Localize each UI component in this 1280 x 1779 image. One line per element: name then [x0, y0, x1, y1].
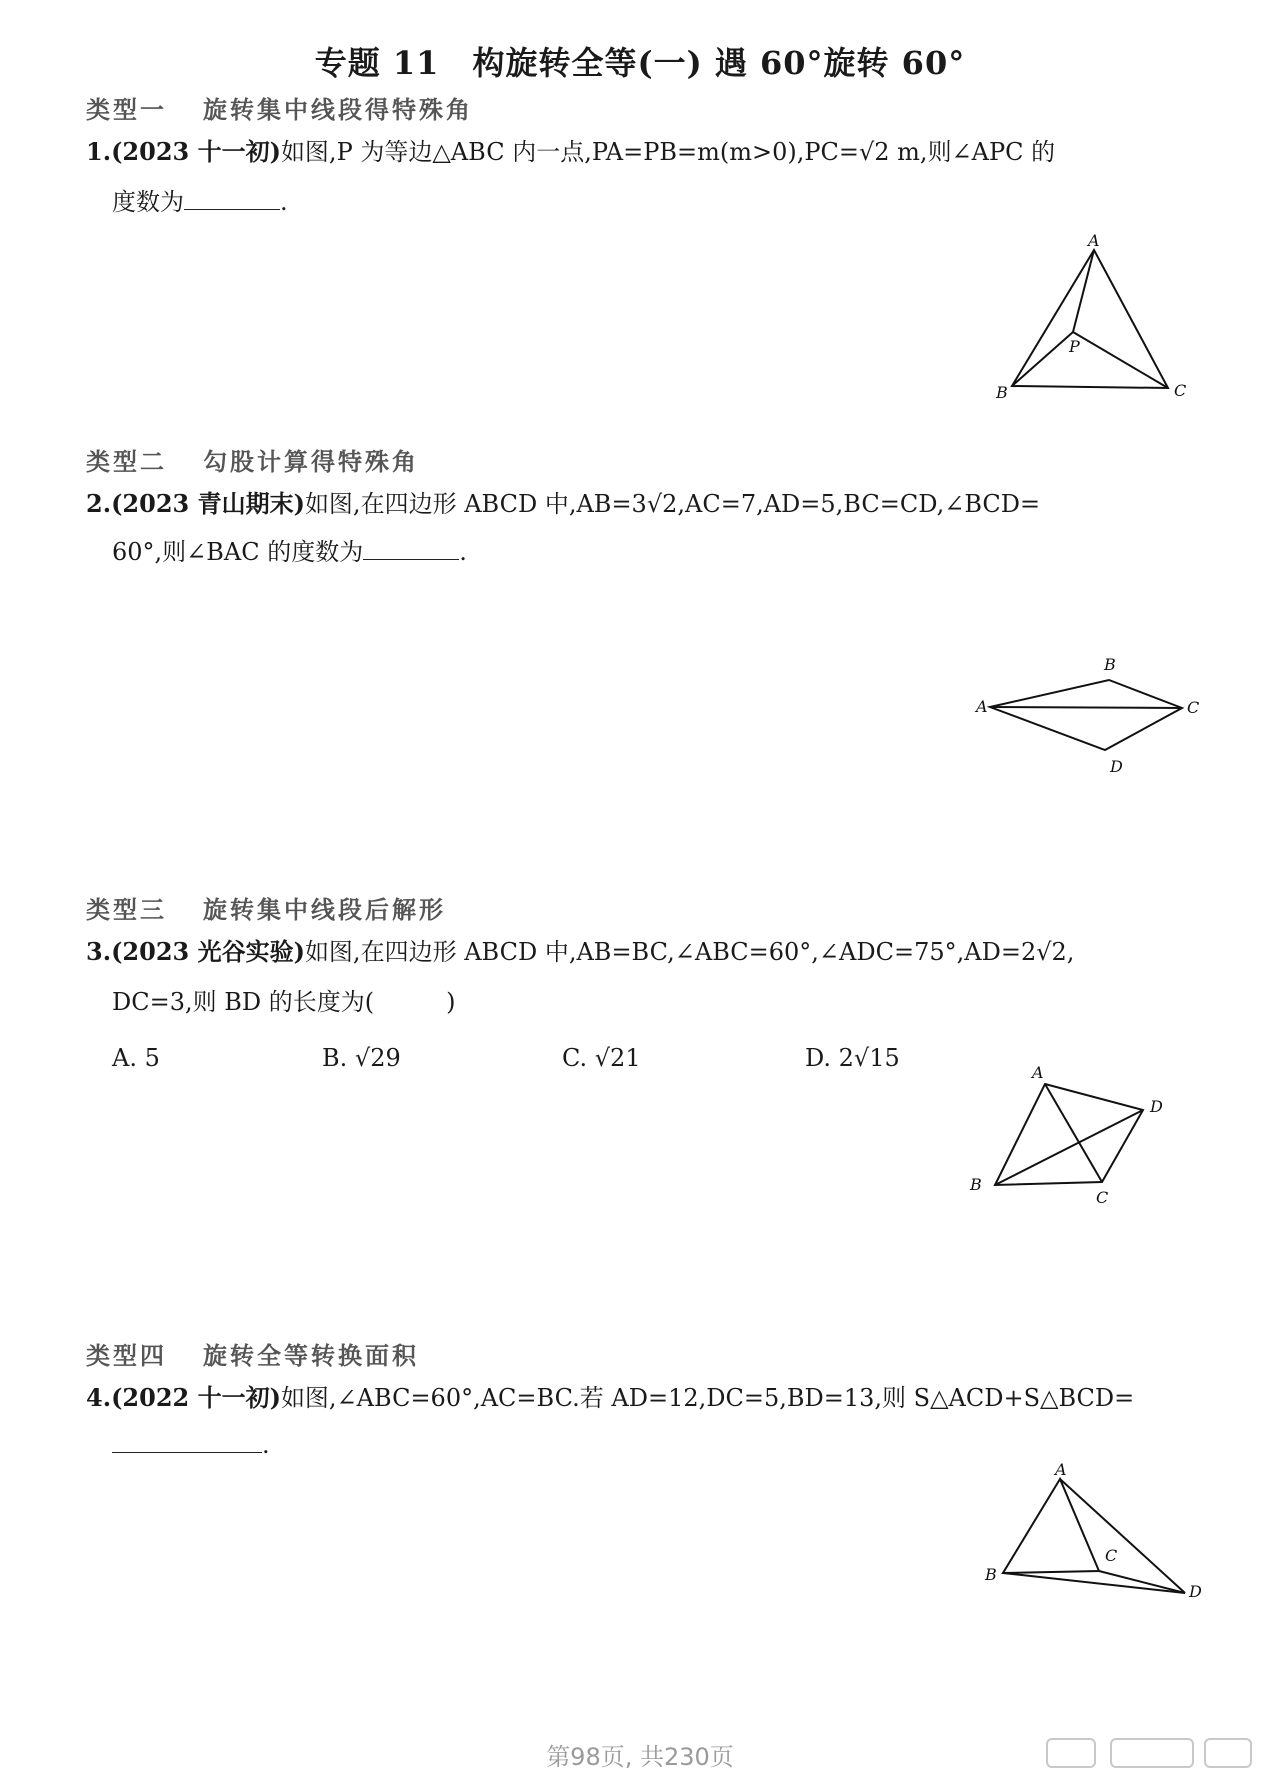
figure-q1 [980, 230, 1220, 414]
answer-blank[interactable] [184, 185, 280, 210]
option-a[interactable]: A. 5 [112, 1044, 160, 1072]
question-source: (2023 光谷实验) [111, 937, 305, 966]
period: . [459, 538, 467, 566]
label-d: D [1110, 757, 1123, 776]
question-text: 如图,在四边形 ABCD 中,AB=BC,∠ABC=60°,∠ADC=75°,AD=2√2, [304, 938, 1075, 966]
label-d: D [1189, 1582, 1202, 1601]
question-text: 如图,P 为等边△ABC 内一点,PA=PB=m(m>0),PC=√2 m,则∠APC 的 [280, 138, 1056, 166]
question-3-line2 [112, 982, 455, 1017]
section-name: 勾股计算得特殊角 [203, 448, 419, 476]
viewer-control[interactable] [1110, 1738, 1194, 1768]
label-a: A [1088, 231, 1100, 250]
label-d: D [1150, 1097, 1163, 1116]
question-4-line2 [112, 1428, 270, 1459]
question-4 [86, 1380, 1134, 1416]
section-label: 类型三 [86, 896, 167, 924]
period: . [262, 1431, 270, 1459]
label-c: C [1187, 698, 1200, 717]
label-b: B [985, 1565, 997, 1584]
option-d[interactable]: D. 2√15 [805, 1044, 900, 1072]
section-label: 类型四 [86, 1342, 167, 1370]
label-c: C [1174, 381, 1187, 400]
question-text-cont: DC=3,则 BD 的长度为( ) [112, 988, 456, 1016]
label-p: P [1069, 337, 1080, 356]
question-source: (2023 青山期末) [111, 489, 305, 518]
figure-q2 [970, 650, 1210, 794]
label-b: B [996, 383, 1008, 402]
section-heading-2 [86, 442, 419, 477]
question-text: 如图,在四边形 ABCD 中,AB=3√2,AC=7,AD=5,BC=CD,∠BCD= [304, 490, 1041, 518]
question-1-line2 [112, 182, 288, 217]
question-number: 2. [86, 489, 112, 518]
label-a: A [976, 697, 988, 716]
section-name: 旋转全等转换面积 [203, 1342, 419, 1370]
page-indicator: 第98页, 共230页 [546, 1743, 734, 1771]
question-3 [86, 934, 1074, 970]
question-source: (2022 十一初) [111, 1383, 281, 1412]
question-2 [86, 486, 1040, 522]
section-label: 类型二 [86, 448, 167, 476]
label-c: C [1105, 1546, 1118, 1565]
figure-q4 [975, 1455, 1215, 1609]
viewer-control[interactable] [1204, 1738, 1252, 1768]
label-b: B [1104, 655, 1116, 674]
question-2-line2 [112, 532, 467, 567]
question-number: 3. [86, 937, 112, 966]
answer-blank[interactable] [112, 1428, 262, 1453]
label-a: A [1055, 1460, 1067, 1479]
viewer-control[interactable] [1046, 1738, 1096, 1768]
label-b: B [970, 1175, 982, 1194]
question-text-cont: 60°,则∠BAC 的度数为 [112, 538, 364, 566]
option-b[interactable]: B. √29 [322, 1044, 401, 1072]
label-c: C [1096, 1188, 1109, 1207]
question-text-cont: 度数为 [112, 188, 184, 216]
section-name: 旋转集中线段后解形 [203, 896, 446, 924]
question-number: 1. [86, 137, 112, 166]
question-number: 4. [86, 1383, 112, 1412]
section-heading-4 [86, 1336, 419, 1371]
label-a: A [1032, 1063, 1044, 1082]
period: . [280, 188, 288, 216]
figure-q3 [960, 1060, 1180, 1224]
section-name: 旋转集中线段得特殊角 [203, 96, 473, 124]
question-1 [86, 134, 1055, 170]
page-title: 专题 11 构旋转全等(一) 遇 60°旋转 60° [314, 44, 966, 82]
section-heading-1 [86, 90, 473, 125]
answer-blank[interactable] [363, 535, 459, 560]
question-text: 如图,∠ABC=60°,AC=BC.若 AD=12,DC=5,BD=13,则 S△ACD+S△BCD= [280, 1384, 1135, 1412]
section-heading-3 [86, 890, 446, 925]
section-label: 类型一 [86, 96, 167, 124]
question-source: (2023 十一初) [111, 137, 281, 166]
option-c[interactable]: C. √21 [562, 1044, 641, 1072]
